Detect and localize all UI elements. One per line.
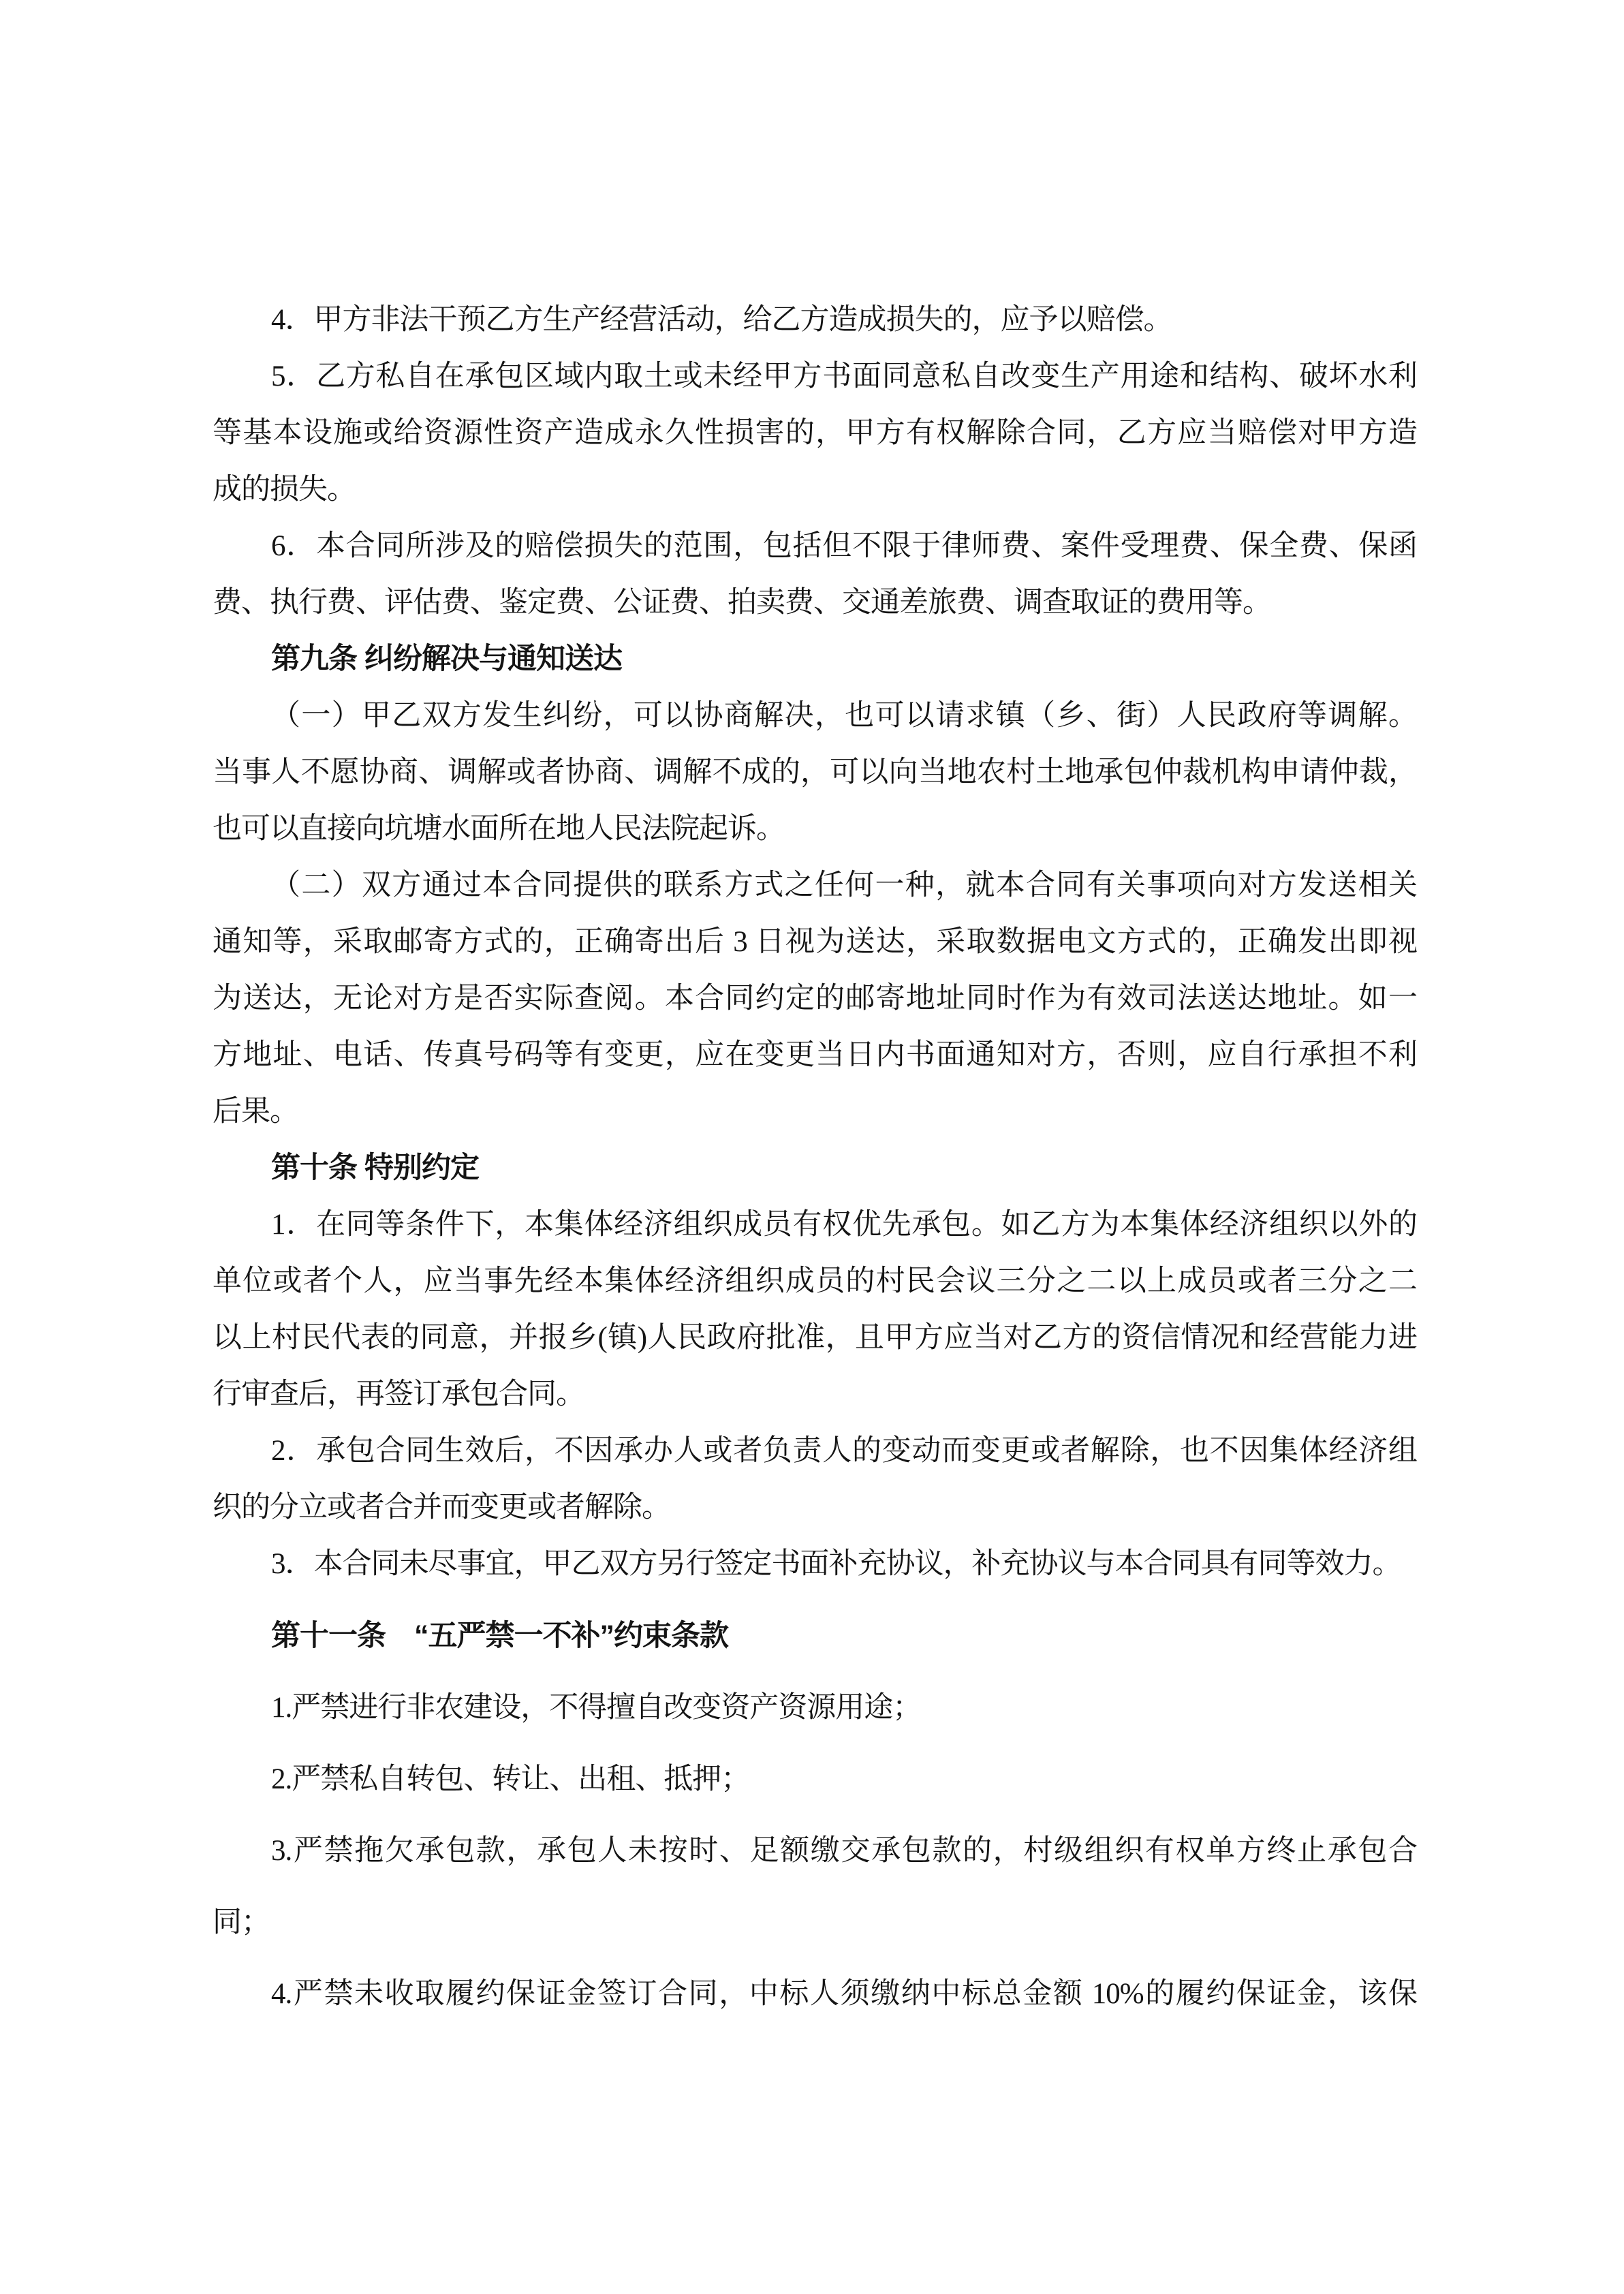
text-line: 6．本合同所涉及的赔偿损失的范围，包括但不限于律师费、案件受理费、保全费、保函 [271, 530, 1417, 562]
paragraph [213, 1672, 1417, 1743]
text-line: 1．在同等条件下，本集体经济组织成员有权优先承包。如乙方为本集体经济组织以外的 [271, 1209, 1417, 1241]
text-line: 3.严禁拖欠承包款，承包人未按时、足额缴交承包款的，村级组织有权单方终止承包合 [271, 1835, 1417, 1867]
text-line: 费、执行费、评估费、鉴定费、公证费、拍卖费、交通差旅费、调查取证的费用等。 [213, 587, 1271, 619]
text-line: 通知等，采取邮寄方式的，正确寄出后 3 日视为送达，采取数据电文方式的，正确发出即视 [213, 926, 1417, 958]
text-line: 2.严禁私自转包、转让、出租、抵押； [271, 1763, 750, 1795]
text-line: 织的分立或者合并而变更或者解除。 [213, 1491, 670, 1523]
section-heading [213, 1140, 1417, 1196]
text-line: 等基本设施或给资源性资产造成永久性损害的，甲方有权解除合同，乙方应当赔偿对甲方造 [213, 417, 1417, 449]
paragraph [213, 348, 1417, 518]
text-line: 同； [213, 1906, 270, 1938]
document-blocks [213, 292, 1417, 2030]
section-heading [213, 1600, 1417, 1672]
text-line: （一）甲乙双方发生纠纷，可以协商解决，也可以请求镇（乡、街）人民政府等调解。 [271, 700, 1417, 732]
text-line: 1.严禁进行非农建设，不得擅自改变资产资源用途； [271, 1692, 922, 1724]
text-line: 为送达，无论对方是否实际查阅。本合同约定的邮寄地址同时作为有效司法送达地址。如一 [213, 982, 1417, 1014]
text-line: 4．甲方非法干预乙方生产经营活动，给乙方造成损失的，应予以赔偿。 [271, 304, 1172, 336]
text-line: 也可以直接向坑塘水面所在地人民法院起诉。 [213, 813, 785, 845]
paragraph [213, 687, 1417, 857]
text-line: 成的损失。 [213, 474, 356, 506]
section-heading [213, 631, 1417, 687]
paragraph [213, 1196, 1417, 1423]
text-line: 方地址、电话、传真号码等有变更，应在变更当日内书面通知对方，否则，应自行承担不利 [213, 1039, 1417, 1071]
paragraph [213, 1743, 1417, 1815]
paragraph [213, 518, 1417, 631]
paragraph [213, 1958, 1417, 2030]
paragraph [213, 292, 1417, 348]
text-line: 5．乙方私自在承包区域内取土或未经甲方书面同意私自改变生产用途和结构、破坏水利 [271, 360, 1417, 392]
text-line: 4.严禁未收取履约保证金签订合同，中标人须缴纳中标总金额 10%的履约保证金，该保 [271, 1978, 1417, 2010]
text-line: 第十一条 “五严禁一不补”约束条款 [271, 1619, 728, 1652]
text-line: 第十条 特别约定 [271, 1151, 479, 1184]
text-line: （二）双方通过本合同提供的联系方式之任何一种，就本合同有关事项向对方发送相关 [271, 869, 1417, 901]
paragraph [213, 857, 1417, 1140]
text-line: 第九条 纠纷解决与通知送达 [271, 642, 622, 675]
text-line: 后果。 [213, 1096, 298, 1128]
paragraph [213, 1423, 1417, 1536]
text-line: 3．本合同未尽事宜，甲乙双方另行签定书面补充协议，补充协议与本合同具有同等效力。 [271, 1548, 1401, 1580]
text-line: 2．承包合同生效后，不因承办人或者负责人的变动而变更或者解除，也不因集体经济组 [271, 1435, 1417, 1467]
text-line: 单位或者个人，应当事先经本集体经济组织成员的村民会议三分之二以上成员或者三分之二 [213, 1265, 1417, 1297]
text-line: 当事人不愿协商、调解或者协商、调解不成的，可以向当地农村土地承包仲裁机构申请仲裁， [213, 756, 1417, 788]
text-line: 行审查后，再签订承包合同。 [213, 1378, 584, 1410]
text-line: 以上村民代表的同意，并报乡(镇)人民政府批准，且甲方应当对乙方的资信情况和经营能力进 [213, 1322, 1417, 1354]
paragraph [213, 1815, 1417, 1958]
paragraph [213, 1536, 1417, 1592]
